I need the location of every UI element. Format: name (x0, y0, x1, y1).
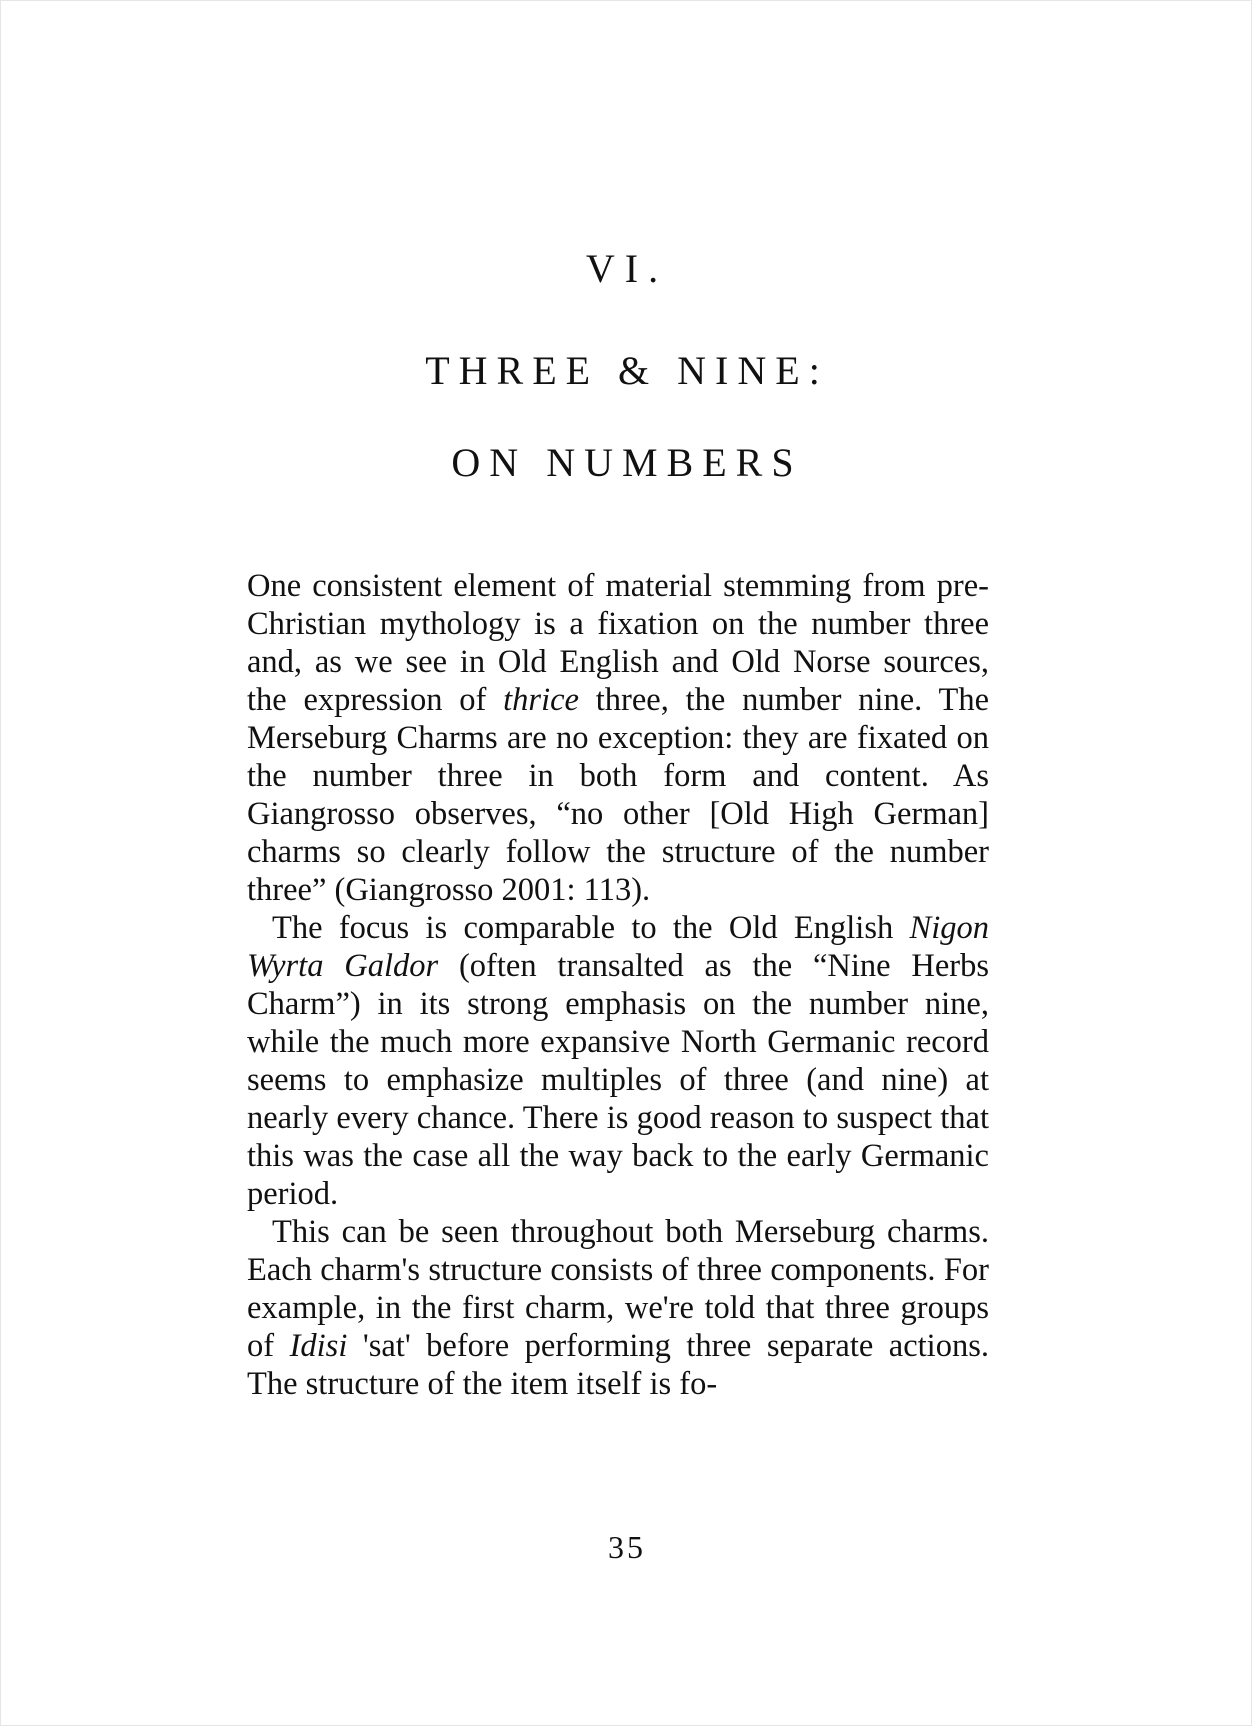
chapter-number: VI. (585, 246, 669, 291)
chapter-title-line-1: THREE & NINE: (425, 348, 829, 393)
paragraph-3: This can be seen throughout both Merseburg charms. Each charm's structure consists of three components. For example, in the first charm, we're told that three groups of Idisi 'sat' before performing three separate actions. The structure of the item itself is fo- (247, 1214, 989, 1402)
emphasis-idisi: Idisi (289, 1328, 348, 1364)
chapter-title-line-2: ON NUMBERS (451, 440, 803, 485)
emphasis-thrice: thrice (503, 682, 579, 718)
body-text (247, 567, 989, 1403)
paragraph-2: The focus is comparable to the Old English Nigon Wyrta Galdor (often transalted as the “Nine Herbs Charm”) in its strong emphasis on the number nine, while the much more expansive North Germanic record seems to emphasize multiples of three (and nine) at nearly every chance. There is good reason to suspect that this was the case all the way back to the early Germanic period. (247, 910, 990, 1212)
page-number: 35 (608, 1529, 646, 1565)
paragraph-1: One consistent element of material stemming from pre-Christian mythology is a fixation on the number three and, as we see in Old English and Old Norse sources, the expression of thrice three, the number nine. The Merseburg Charms are no exception: they are fixated on the number three in both form and content. As Giangrosso observes, “no other [Old High German] charms so clearly follow the structure of the number three” (Giangrosso 2001: 113). (247, 568, 989, 908)
emphasis-nigon-wyrta-galdor: Nigon Wyrta Galdor (247, 910, 989, 984)
